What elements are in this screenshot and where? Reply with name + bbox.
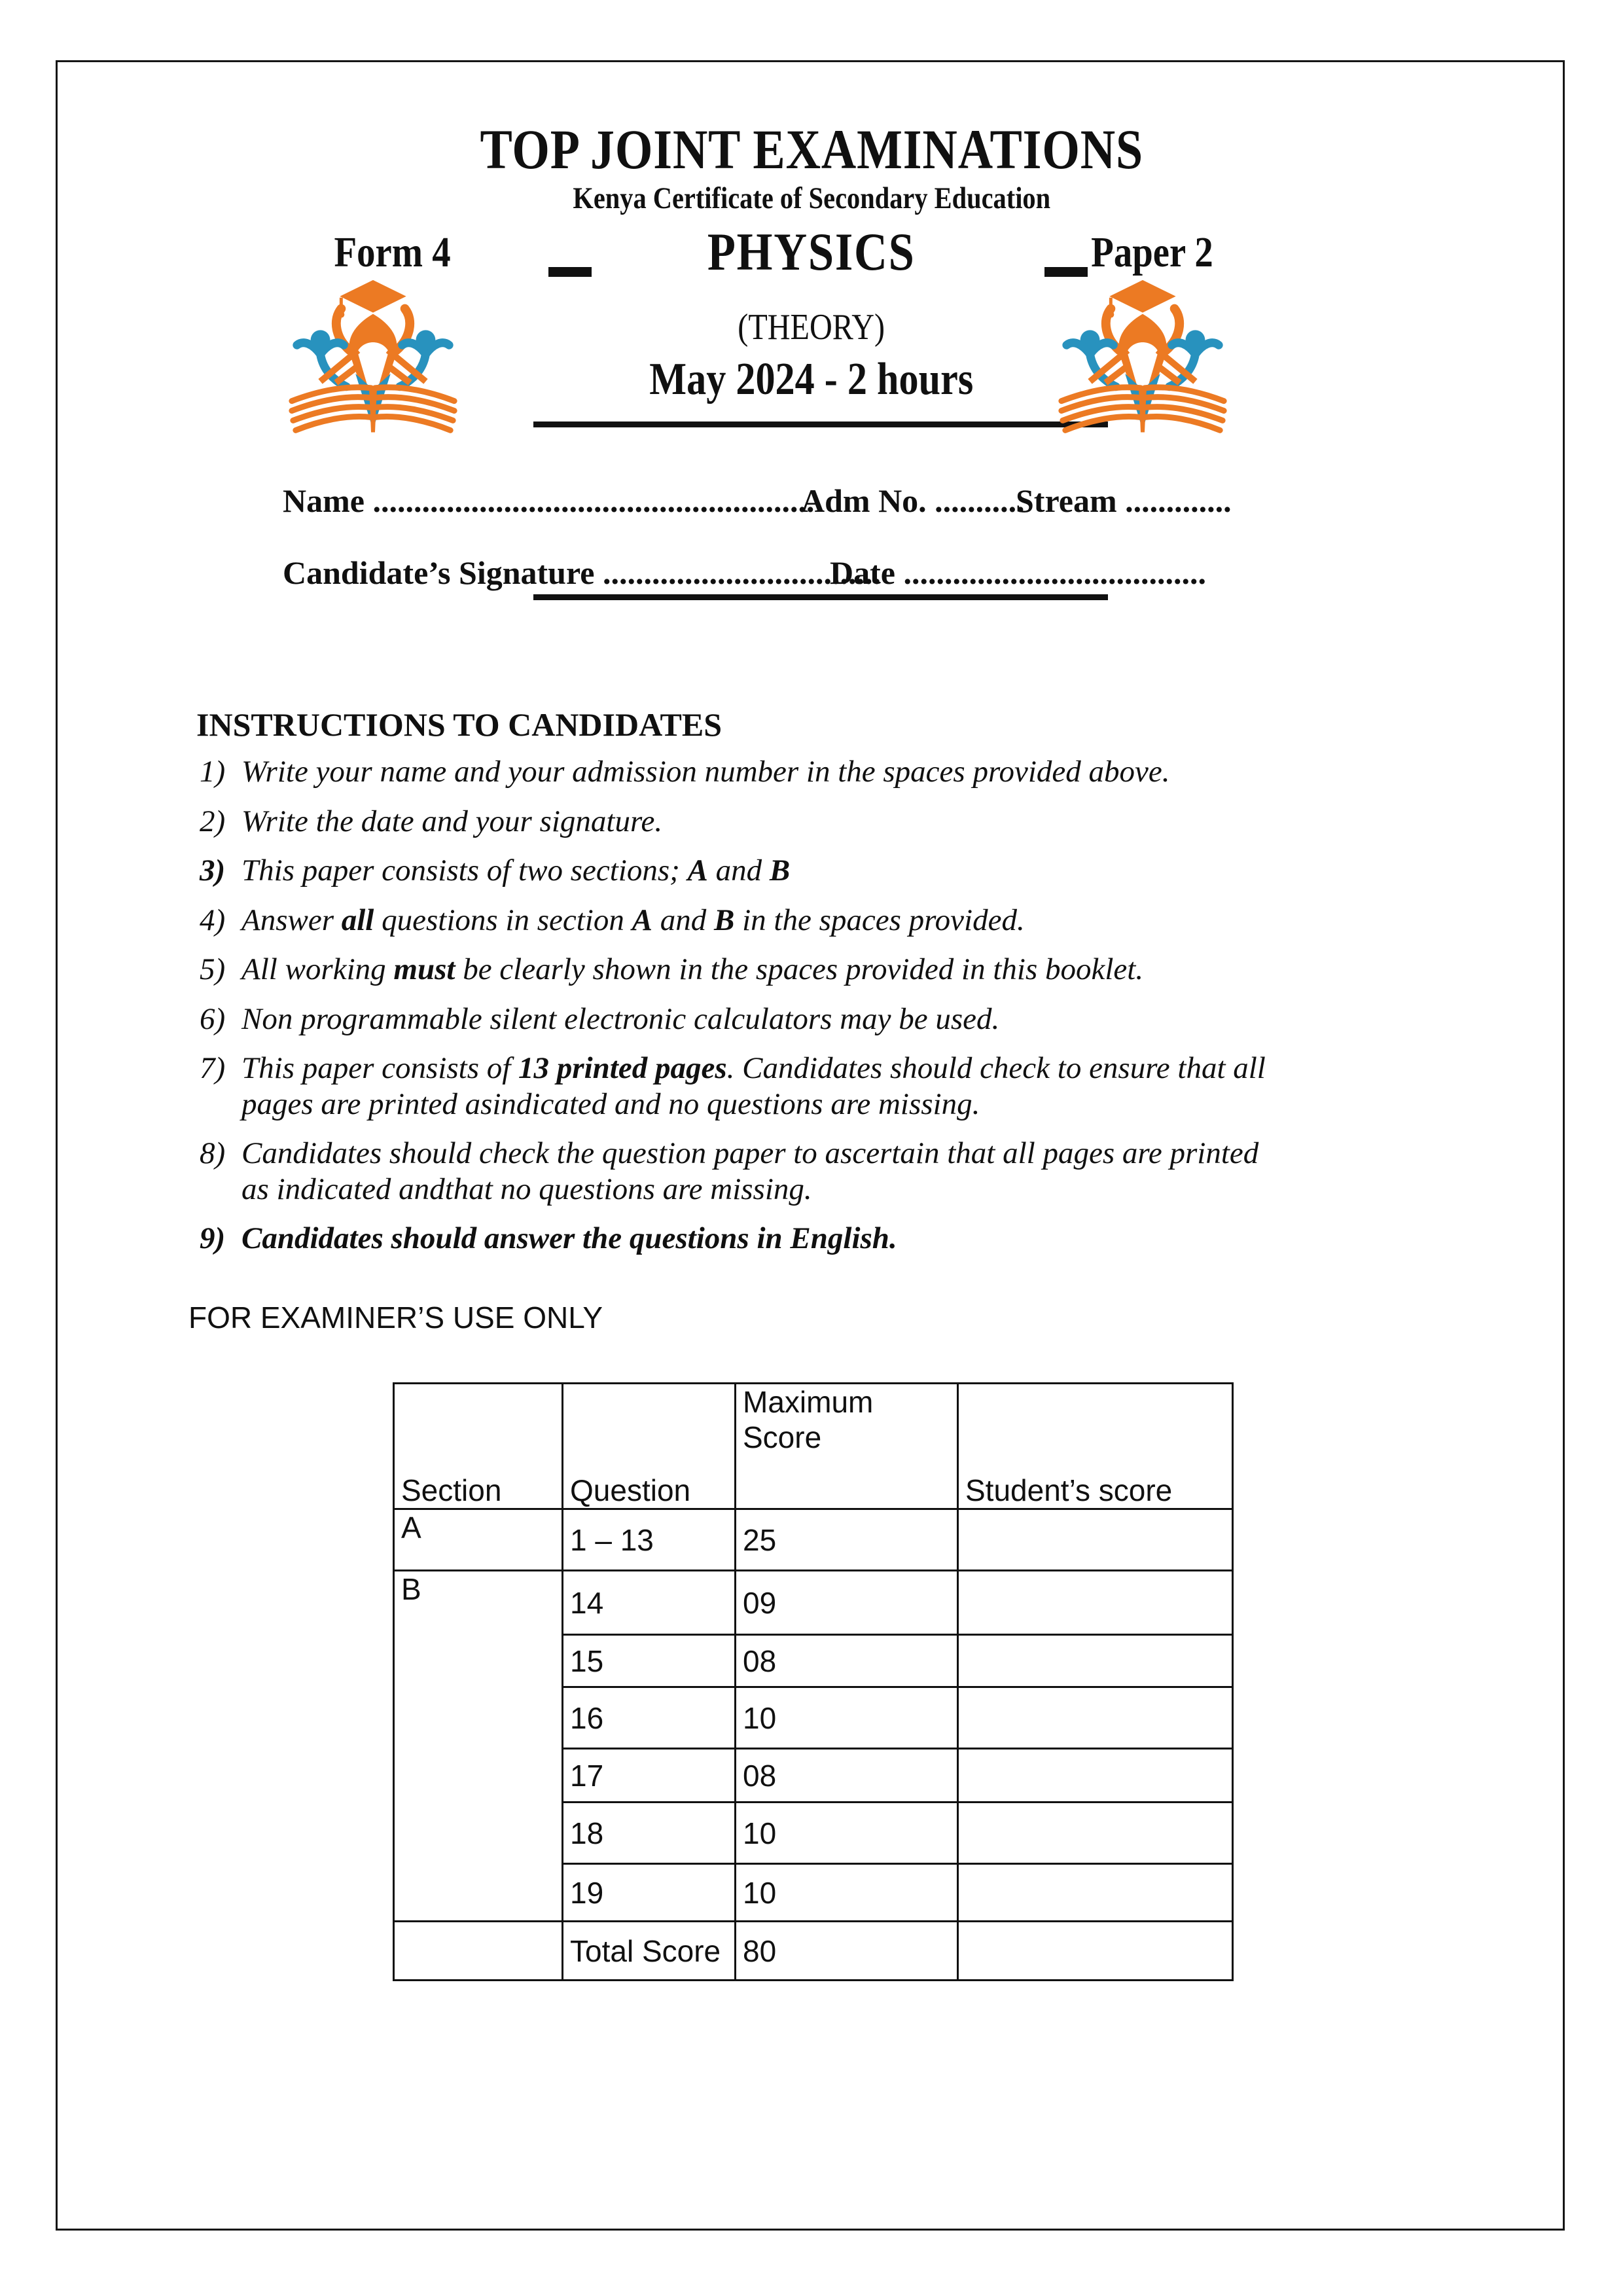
instruction-number: 4) (200, 903, 226, 937)
maximum-score-cell: 10 (736, 1864, 958, 1922)
question-cell: 14 (563, 1571, 736, 1635)
question-cell: 1 – 13 (563, 1509, 736, 1571)
table-row (394, 1509, 1233, 1571)
instruction-number: 8) (200, 1136, 226, 1171)
column-header-students-score: Student’s score (958, 1384, 1233, 1509)
form-level: Form 4 (334, 228, 452, 276)
instruction-text: This paper consists of two sections; A and B (241, 853, 791, 888)
instruction-text: Candidates should check the question paper to ascertain that all pages are printed as indicated andthat no questions are missing. (241, 1136, 1259, 1206)
instruction-item (200, 1001, 1312, 1037)
instruction-item (200, 1136, 1312, 1207)
certificate-subtitle: Kenya Certificate of Secondary Education (573, 181, 1050, 215)
date-field: Date ..................................... (830, 554, 1206, 591)
column-header-question: Question (563, 1384, 736, 1509)
instruction-number: 2) (200, 804, 226, 838)
maximum-score-cell: 80 (736, 1922, 958, 1981)
instruction-number: 6) (200, 1001, 226, 1036)
instruction-item (200, 952, 1312, 988)
instruction-number: 7) (200, 1051, 226, 1086)
instruction-item (200, 1221, 1312, 1257)
exam-session-duration: May 2024 - 2 hours (649, 354, 974, 404)
column-header-section: Section (394, 1384, 563, 1509)
horizontal-rule (533, 594, 1108, 600)
maximum-score-cell: 08 (736, 1635, 958, 1687)
table-header-row (394, 1384, 1233, 1509)
school-logo-icon (277, 274, 469, 462)
student-score-cell (958, 1635, 1233, 1687)
horizontal-rule (533, 422, 1108, 427)
stream-field: Stream ............. (1016, 482, 1232, 519)
empty-corner-cell (394, 1922, 563, 1981)
instruction-text: Write the date and your signature. (241, 804, 663, 838)
student-score-cell (958, 1749, 1233, 1803)
maximum-score-cell: 10 (736, 1687, 958, 1749)
instruction-text: Candidates should answer the questions in English. (241, 1221, 897, 1256)
maximum-score-cell: 08 (736, 1749, 958, 1803)
paper-number: Paper 2 (1090, 228, 1213, 276)
table-row (394, 1922, 1233, 1981)
maximum-score-cell: 09 (736, 1571, 958, 1635)
instruction-text: Answer all questions in section A and B in the spaces provided. (241, 903, 1025, 937)
name-field: Name ...................................................... (283, 482, 815, 519)
section-cell: A (394, 1509, 563, 1571)
instruction-number: 3) (200, 853, 226, 888)
instruction-number: 1) (200, 755, 226, 789)
table-row (394, 1571, 1233, 1635)
instruction-item (200, 1050, 1312, 1122)
exam-body-title: TOP JOINT EXAMINATIONS (480, 118, 1143, 181)
question-cell: Total Score (563, 1922, 736, 1981)
question-cell: 18 (563, 1803, 736, 1864)
instructions-list (200, 754, 1312, 1270)
student-score-cell (958, 1509, 1233, 1571)
maximum-score-cell: 10 (736, 1803, 958, 1864)
student-score-cell (958, 1803, 1233, 1864)
instruction-number: 5) (200, 952, 226, 987)
student-score-cell (958, 1571, 1233, 1635)
admission-number-field: Adm No. ........... (801, 482, 1025, 519)
examiner-use-heading: FOR EXAMINER’S USE ONLY (188, 1300, 603, 1335)
instruction-item (200, 804, 1312, 840)
student-score-cell (958, 1687, 1233, 1749)
question-cell: 15 (563, 1635, 736, 1687)
instruction-text: All working must be clearly shown in the spaces provided in this booklet. (241, 952, 1144, 987)
marks-table (393, 1382, 1234, 1981)
instruction-text: Write your name and your admission number in the spaces provided above. (241, 755, 1170, 789)
maximum-score-cell: 25 (736, 1509, 958, 1571)
question-cell: 16 (563, 1687, 736, 1749)
exam-type: (THEORY) (738, 307, 885, 348)
instruction-item (200, 853, 1312, 889)
instruction-text: Non programmable silent electronic calculators may be used. (241, 1001, 1000, 1036)
question-cell: 19 (563, 1864, 736, 1922)
student-score-cell (958, 1922, 1233, 1981)
instruction-item (200, 903, 1312, 939)
instruction-text: This paper consists of 13 printed pages. Candidates should check to ensure that all pages are printed asindicated and no questions are missing. (241, 1051, 1266, 1121)
column-header-maximum-score: Maximum Score (736, 1384, 958, 1509)
instructions-heading: INSTRUCTIONS TO CANDIDATES (196, 706, 722, 743)
school-logo-icon (1047, 274, 1238, 462)
subject-title: PHYSICS (707, 222, 916, 281)
student-score-cell (958, 1864, 1233, 1922)
signature-field: Candidate’s Signature .................................. (283, 554, 881, 591)
instruction-item (200, 754, 1312, 790)
instruction-number: 9) (200, 1221, 226, 1256)
section-cell: B (394, 1571, 563, 1922)
question-cell: 17 (563, 1749, 736, 1803)
